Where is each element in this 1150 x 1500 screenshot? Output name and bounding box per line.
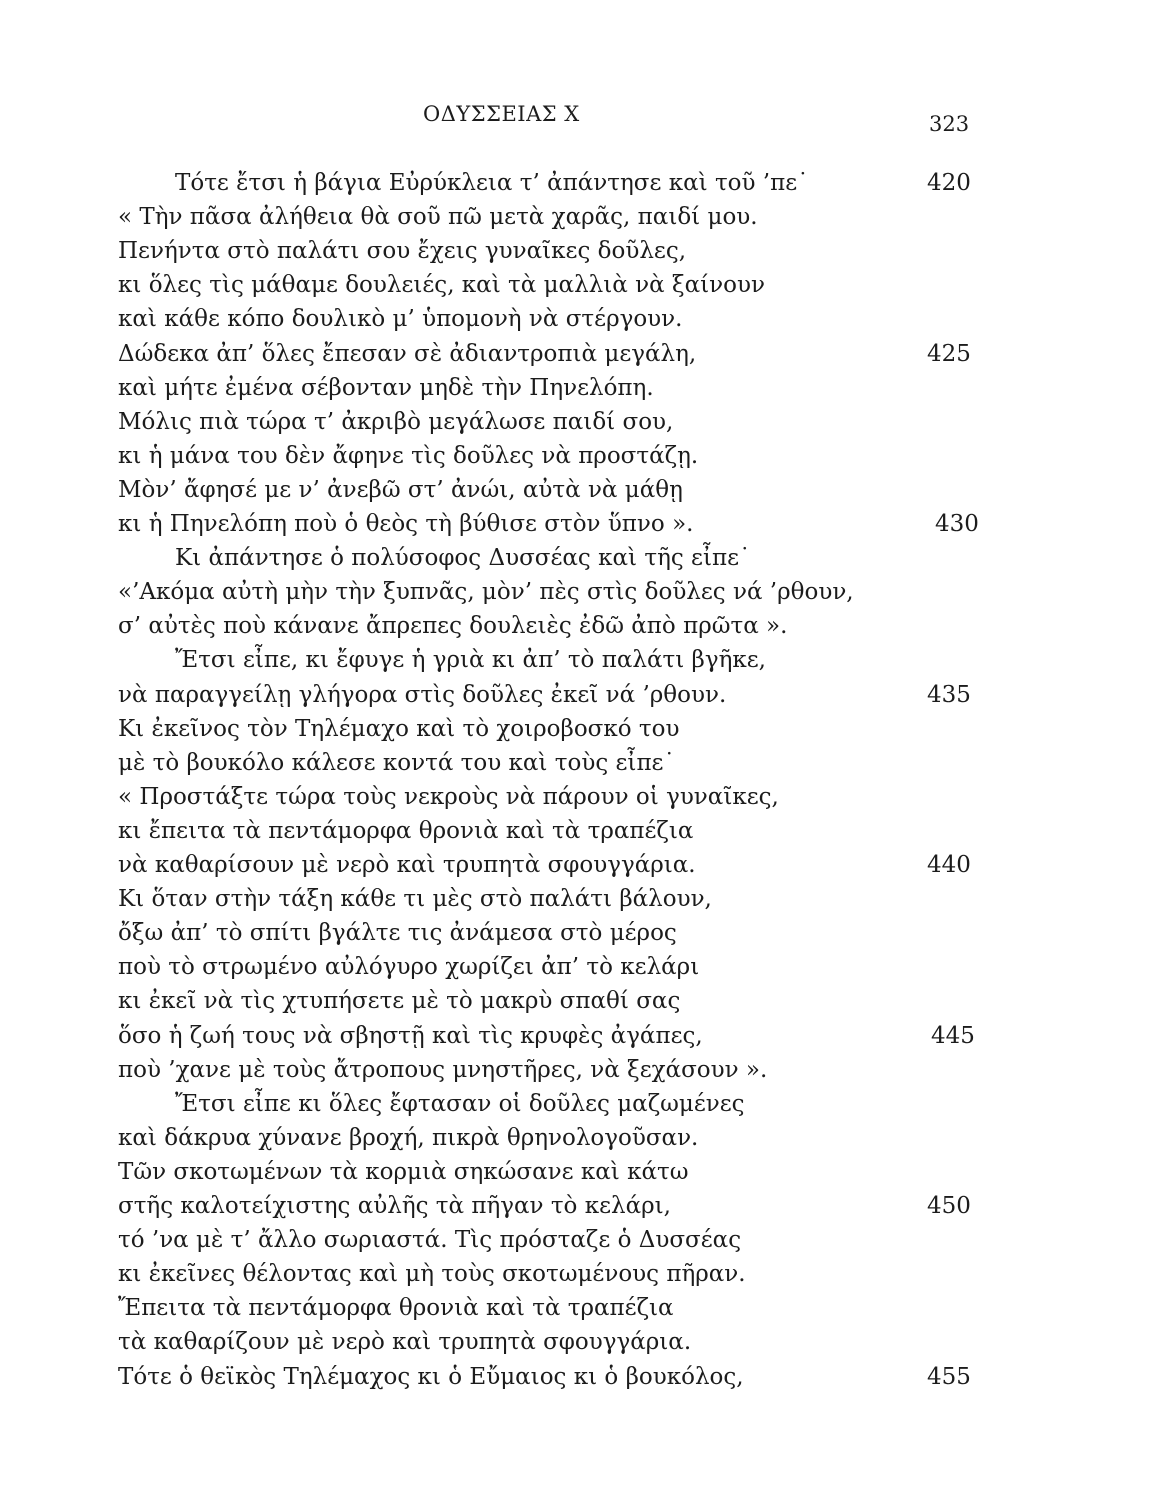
verse-line — [0, 1257, 1150, 1291]
verse-text: Ἔτσι εἶπε κι ὅλες ἔφτασαν οἱ δοῦλες μαζωμένες — [175, 1090, 745, 1117]
verse-text: τό ’να μὲ τ’ ἄλλο σωριαστά. Τὶς πρόσταζε ὁ Δυσσέας — [118, 1227, 742, 1254]
verse-line — [0, 814, 1150, 848]
verse-text: « Τὴν πᾶσα ἀλήθεια θὰ σοῦ πῶ μετὰ χαρᾶς, παιδί μου. — [118, 204, 758, 231]
verse-line — [0, 1223, 1150, 1257]
verse-line — [0, 337, 1150, 371]
line-number: 420 — [927, 170, 971, 196]
verse-line — [0, 780, 1150, 814]
verse-line — [0, 643, 1150, 677]
verse-text: ὄξω ἀπ’ τὸ σπίτι βγάλτε τις ἀνάμεσα στὸ μέρος — [118, 920, 677, 947]
verse-text: ποὺ τὸ στρωμένο αὐλόγυρο χωρίζει ἀπ’ τὸ κελάρι — [118, 954, 700, 981]
verse-text: «’Ακόμα αὐτὴ μὴν τὴν ξυπνᾶς, μὸν’ πὲς στὶς δοῦλες νά ’ρθουν, — [118, 579, 854, 606]
verse-text: καὶ δάκρυα χύνανε βροχή, πικρὰ θρηνολογοῦσαν. — [118, 1124, 699, 1151]
verse-line — [0, 200, 1150, 234]
verse-text: κι ἔπειτα τὰ πεντάμορφα θρονιὰ καὶ τὰ τραπέζια — [118, 817, 694, 844]
verse-text: στῆς καλοτείχιστης αὐλῆς τὰ πῆγαν τὸ κελάρι, — [118, 1193, 671, 1219]
verse-text: Ἔπειτα τὰ πεντάμορφα θρονιὰ καὶ τὰ τραπέζια — [118, 1295, 674, 1322]
verse-line — [0, 712, 1150, 746]
verse-line — [0, 575, 1150, 609]
line-number: 445 — [931, 1022, 975, 1049]
verse-text: κι ἡ Πηνελόπη ποὺ ὁ θεὸς τὴ βύθισε στὸν ὕπνο ». — [118, 511, 694, 537]
running-title: ΟΔΥΣΣΕΙΑΣ Χ — [423, 102, 580, 126]
verse-line — [0, 746, 1150, 780]
verse-line — [0, 302, 1150, 336]
line-number: 435 — [927, 681, 971, 708]
verse-text: ὅσο ἡ ζωή τους νὰ σβηστῇ καὶ τὶς κρυφὲς ἀγάπες, — [118, 1022, 703, 1049]
verse-line — [0, 1360, 1150, 1394]
verse-line — [0, 1325, 1150, 1359]
verse-line — [0, 405, 1150, 439]
verse-line — [0, 439, 1150, 473]
verse-text: νὰ παραγγείλῃ γλήγορα στὶς δοῦλες ἐκεῖ νά ’ρθουν. — [118, 681, 727, 708]
verse-text: Κι ὅταν στὴν τάξη κάθε τι μὲς στὸ παλάτι βάλουν, — [118, 886, 712, 913]
verse-text: « Προστάξτε τώρα τοὺς νεκροὺς νὰ πάρουν οἱ γυναῖκες, — [118, 783, 779, 810]
verse-text: καὶ μήτε ἐμένα σέβονταν μηδὲ τὴν Πηνελόπη. — [118, 374, 654, 401]
verse-text: ποὺ ’χανε μὲ τοὺς ἄτροπους μνηστῆρες, νὰ ξεχάσουν ». — [118, 1056, 768, 1083]
verse-text: Κι ἐκεῖνος τὸν Τηλέμαχο καὶ τὸ χοιροβοσκό του — [118, 715, 680, 742]
verse-line — [0, 882, 1150, 916]
line-number: 430 — [935, 511, 979, 537]
verse-text: κι ὅλες τὶς μάθαμε δουλειές, καὶ τὰ μαλλιὰ νὰ ξαίνουν — [118, 272, 765, 299]
verse-text: τὰ καθαρίζουν μὲ νερὸ καὶ τρυπητὰ σφουγγάρια. — [118, 1329, 692, 1356]
verse-text: Τότε ἔτσι ἡ βάγια Εὐρύκλεια τ’ ἀπάντησε καὶ τοῦ ’πε˙ — [175, 170, 809, 196]
verse-line — [0, 984, 1150, 1018]
verse-line — [0, 473, 1150, 507]
verse-line — [0, 609, 1150, 643]
verse-text: Τότε ὁ θεϊκὸς Τηλέμαχος κι ὁ Εὔμαιος κι ὁ βουκόλος, — [118, 1363, 744, 1390]
verse-text: νὰ καθαρίσουν μὲ νερὸ καὶ τρυπητὰ σφουγγάρια. — [118, 852, 696, 878]
verse-text: Ἔτσι εἶπε, κι ἔφυγε ἡ γριὰ κι ἀπ’ τὸ παλάτι βγῆκε, — [175, 647, 766, 674]
verse-text: Μόλις πιὰ τώρα τ’ ἀκριβὸ μεγάλωσε παιδί σου, — [118, 408, 674, 435]
line-number: 455 — [927, 1363, 971, 1390]
verse-line — [0, 1189, 1150, 1223]
verse-line — [0, 234, 1150, 268]
verse-text: Μὸν’ ἄφησέ με ν’ ἀνεβῶ στ’ ἀνώι, αὐτὰ νὰ μάθῃ — [118, 476, 683, 503]
verse-line — [0, 1291, 1150, 1325]
verse-line — [0, 916, 1150, 950]
verse-text: Δώδεκα ἀπ’ ὅλες ἔπεσαν σὲ ἀδιαντροπιὰ μεγάλη, — [118, 340, 697, 367]
verse-text: κι ἡ μάνα του δὲν ἄφηνε τὶς δοῦλες νὰ προστάζῃ. — [118, 442, 699, 469]
verse-line — [0, 678, 1150, 712]
verse-text: σ’ αὐτὲς ποὺ κάνανε ἄπρεπες δουλειὲς ἐδῶ ἀπὸ πρῶτα ». — [118, 613, 788, 640]
verse-line — [0, 1087, 1150, 1121]
verse-line — [0, 1053, 1150, 1087]
line-number: 440 — [927, 852, 971, 878]
verse-text: μὲ τὸ βουκόλο κάλεσε κοντά του καὶ τοὺς εἶπε˙ — [118, 749, 675, 776]
line-number: 425 — [927, 340, 971, 367]
verse-text: Πενήντα στὸ παλάτι σου ἔχεις γυναῖκες δοῦλες, — [118, 238, 687, 265]
verse-text: καὶ κάθε κόπο δουλικὸ μ’ ὑπομονὴ νὰ στέργουν. — [118, 306, 683, 333]
verse-line — [0, 166, 1150, 200]
verse-line — [0, 507, 1150, 541]
verse-text: Κι ἀπάντησε ὁ πολύσοφος Δυσσέας καὶ τῆς εἶπε˙ — [175, 545, 751, 572]
verse-line — [0, 268, 1150, 302]
verse-line — [0, 1121, 1150, 1155]
verse-line — [0, 848, 1150, 882]
verse-text: Τῶν σκοτωμένων τὰ κορμιὰ σηκώσανε καὶ κάτω — [118, 1158, 689, 1185]
verse-text: κι ἐκεῖ νὰ τὶς χτυπήσετε μὲ τὸ μακρὺ σπαθί σας — [118, 988, 681, 1015]
verse-line — [0, 541, 1150, 575]
verse-line — [0, 1155, 1150, 1189]
line-number: 450 — [927, 1193, 971, 1219]
verse-line — [0, 1019, 1150, 1053]
page-number: 323 — [929, 112, 970, 136]
verse-text: κι ἐκεῖνες θέλοντας καὶ μὴ τοὺς σκοτωμένους πῆραν. — [118, 1261, 746, 1288]
verse-line — [0, 371, 1150, 405]
verse-line — [0, 950, 1150, 984]
